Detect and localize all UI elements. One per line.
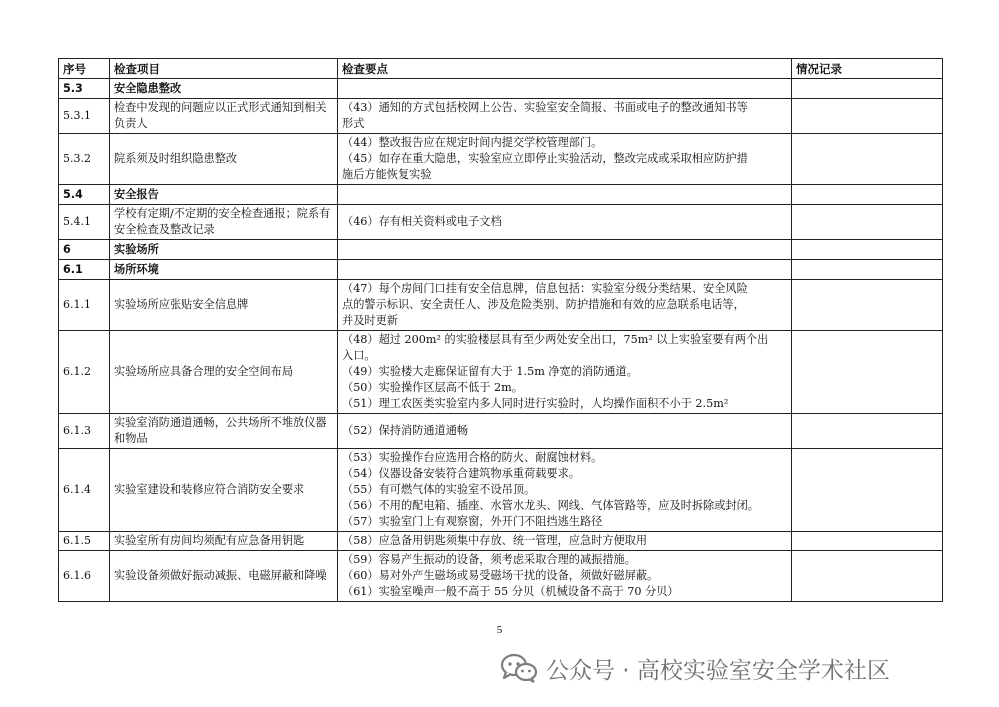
check-point-line: （47）每个房间门口挂有安全信息牌，信息包括：实验室分级分类结果、安全风险 <box>342 282 748 295</box>
item-number: 6.1.2 <box>59 331 110 414</box>
table-row <box>59 551 943 602</box>
header-item: 检查项目 <box>110 59 338 79</box>
check-point-line: （54）仪器设备安装符合建筑物承重荷载要求。 <box>342 467 580 480</box>
check-point-line: 点的警示标识、安全责任人、涉及危险类别、防护措施和有效的应急联系电话等， <box>342 298 745 311</box>
inspection-table <box>58 58 943 602</box>
watermark-text: 公众号 · 高校实验室安全学术社区 <box>546 657 890 684</box>
check-point-line: 形式 <box>342 117 365 130</box>
check-point-line: （56）不用的配电箱、插座、水管水龙头、网线、气体管路等，应及时拆除或封闭。 <box>342 499 759 512</box>
check-item: 实验室所有房间均须配有应急备用钥匙 <box>110 532 338 551</box>
section-points-cell <box>338 79 792 99</box>
check-points <box>338 280 792 331</box>
header-seq: 序号 <box>59 59 110 79</box>
section-number: 6 <box>59 240 110 260</box>
section-title: 实验场所 <box>110 240 338 260</box>
section-points-cell <box>338 185 792 205</box>
check-point-line: （59）容易产生振动的设备，须考虑采取合理的减振措施。 <box>342 553 636 566</box>
check-item: 实验场所应具备合理的安全空间布局 <box>110 331 338 414</box>
record-cell[interactable] <box>792 205 943 240</box>
check-item: 实验设备须做好振动减振、电磁屏蔽和降噪 <box>110 551 338 602</box>
section-record-cell <box>792 79 943 99</box>
check-point-line: （61）实验室噪声一般不高于 55 分贝（机械设备不高于 70 分贝） <box>342 585 679 598</box>
check-point-line: （52）保持消防通道通畅 <box>342 424 469 437</box>
record-cell[interactable] <box>792 414 943 449</box>
wechat-icon <box>500 653 538 683</box>
watermark <box>500 650 890 686</box>
check-point-line: （48）超过 200m² 的实验楼层具有至少两处安全出口，75m² 以上实验室要有两个出 <box>342 333 769 346</box>
table-body <box>59 79 943 602</box>
section-record-cell <box>792 185 943 205</box>
section-points-cell <box>338 260 792 280</box>
header-record: 情况记录 <box>792 59 943 79</box>
check-point-line: （55）有可燃气体的实验室不设吊顶。 <box>342 483 536 496</box>
check-point-line: （43）通知的方式包括校网上公告、实验室安全简报、书面或电子的整改通知书等 <box>342 101 748 114</box>
item-number: 5.3.2 <box>59 134 110 185</box>
check-item: 实验室建设和装修应符合消防安全要求 <box>110 449 338 532</box>
table-row <box>59 134 943 185</box>
section-row <box>59 185 943 205</box>
item-number: 6.1.6 <box>59 551 110 602</box>
record-cell[interactable] <box>792 280 943 331</box>
table-row <box>59 532 943 551</box>
check-point-line: （57）实验室门上有观察窗，外开门不阻挡逃生路径 <box>342 515 603 528</box>
section-number: 5.3 <box>59 79 110 99</box>
section-points-cell <box>338 240 792 260</box>
check-points <box>338 449 792 532</box>
check-point-line: （53）实验操作台应选用合格的防火、耐腐蚀材料。 <box>342 451 603 464</box>
check-point-line: 并及时更新 <box>342 314 398 327</box>
item-number: 6.1.1 <box>59 280 110 331</box>
check-points <box>338 331 792 414</box>
check-point-line: （45）如存在重大隐患，实验室应立即停止实验活动，整改完成或采取相应防护措 <box>342 152 748 165</box>
item-number: 6.1.5 <box>59 532 110 551</box>
record-cell[interactable] <box>792 331 943 414</box>
section-number: 6.1 <box>59 260 110 280</box>
check-point-line: 施后方能恢复实验 <box>342 168 432 181</box>
table-row <box>59 99 943 134</box>
page-number: 5 <box>496 624 503 636</box>
section-title: 安全隐患整改 <box>110 79 338 99</box>
table-row <box>59 280 943 331</box>
check-item: 学校有定期/不定期的安全检查通报；院系有安全检查及整改记录 <box>110 205 338 240</box>
record-cell[interactable] <box>792 134 943 185</box>
check-points <box>338 134 792 185</box>
section-record-cell <box>792 260 943 280</box>
record-cell[interactable] <box>792 449 943 532</box>
check-item: 实验室消防通道通畅，公共场所不堆放仪器和物品 <box>110 414 338 449</box>
table-header-row <box>59 59 943 79</box>
section-title: 场所环境 <box>110 260 338 280</box>
check-point-line: （49）实验楼大走廊保证留有大于 1.5m 净宽的消防通道。 <box>342 365 638 378</box>
check-point-line: （50）实验操作区层高不低于 2m。 <box>342 381 523 394</box>
check-points <box>338 532 792 551</box>
record-cell[interactable] <box>792 532 943 551</box>
check-point-line: （58）应急备用钥匙须集中存放、统一管理，应急时方便取用 <box>342 534 648 547</box>
table-row <box>59 449 943 532</box>
table-row <box>59 331 943 414</box>
section-title: 安全报告 <box>110 185 338 205</box>
section-record-cell <box>792 240 943 260</box>
section-row <box>59 240 943 260</box>
check-point-line: （44）整改报告应在规定时间内提交学校管理部门。 <box>342 136 603 149</box>
check-item: 实验场所应张贴安全信息牌 <box>110 280 338 331</box>
item-number: 6.1.4 <box>59 449 110 532</box>
check-point-line: （46）存有相关资料或电子文档 <box>342 215 502 228</box>
check-item: 院系须及时组织隐患整改 <box>110 134 338 185</box>
table-row <box>59 205 943 240</box>
header-points: 检查要点 <box>338 59 792 79</box>
check-points <box>338 551 792 602</box>
check-point-line: 入口。 <box>342 349 376 362</box>
item-number: 5.3.1 <box>59 99 110 134</box>
section-row <box>59 260 943 280</box>
check-point-line: （51）理工农医类实验室内多人同时进行实验时，人均操作面积不小于 2.5m² <box>342 397 729 410</box>
record-cell[interactable] <box>792 551 943 602</box>
item-number: 6.1.3 <box>59 414 110 449</box>
section-number: 5.4 <box>59 185 110 205</box>
record-cell[interactable] <box>792 99 943 134</box>
check-item: 检查中发现的问题应以正式形式通知到相关负责人 <box>110 99 338 134</box>
section-row <box>59 79 943 99</box>
check-points <box>338 205 792 240</box>
item-number: 5.4.1 <box>59 205 110 240</box>
check-points <box>338 414 792 449</box>
check-points <box>338 99 792 134</box>
check-point-line: （60）易对外产生磁场或易受磁场干扰的设备，须做好磁屏蔽。 <box>342 569 659 582</box>
table-row <box>59 414 943 449</box>
